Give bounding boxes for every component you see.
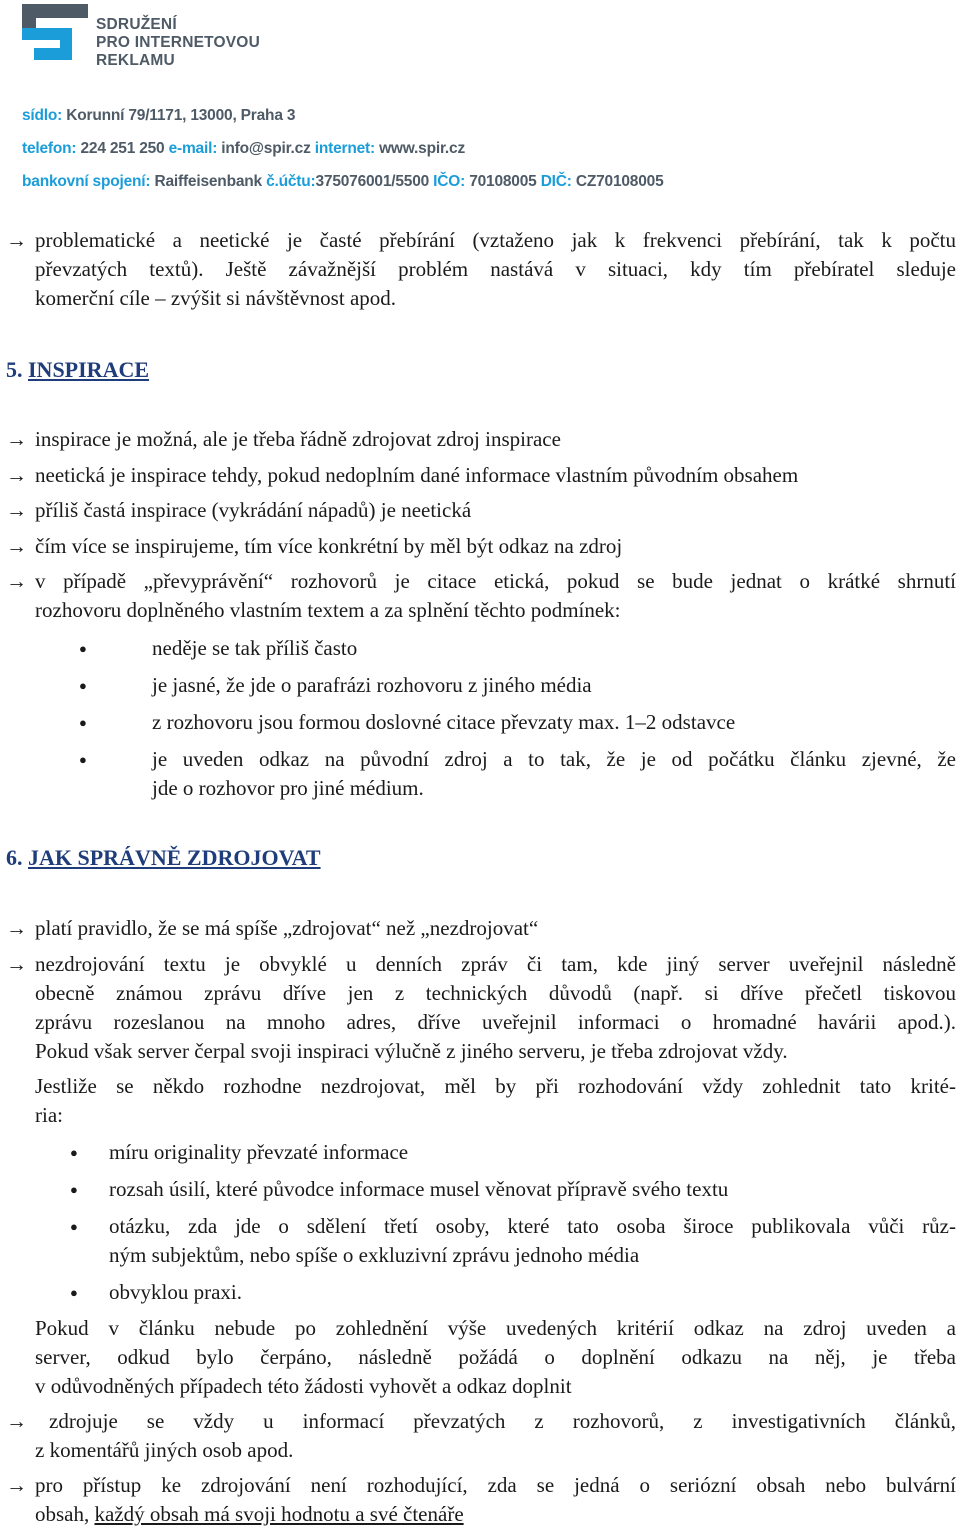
sources-line-1: zdrojuje se vždy u informací převzatých z rozhovorů, z investigativních článků,: [49, 1409, 956, 1433]
dic-value: CZ70108005: [575, 173, 664, 190]
sidlo-value: Korunní 79/1171, 13000, Praha 3: [66, 107, 296, 124]
bank-value: Raiffeisenbank: [154, 173, 262, 190]
ico-label: IČO:: [433, 173, 466, 190]
arrow-icon: →: [6, 463, 27, 487]
telefon-label: telefon:: [22, 140, 77, 157]
p3-line-3: v odůvodněných případech této žádosti vyhovět a odkaz doplnit: [35, 1374, 572, 1398]
intro-line-2: převzatých textů). Ještě závažnější problém nastává v situaci, kdy tím přebíratel sleduje: [35, 257, 956, 281]
sources-line-2: z komentářů jiných osob apod.: [35, 1438, 294, 1462]
ucet-value: 375076001/5500: [315, 173, 430, 190]
arrow-icon: →: [6, 427, 27, 451]
spir-logo-icon: [22, 4, 90, 68]
section-6-title: JAK SPRÁVNĚ ZDROJOVAT: [28, 845, 321, 870]
arrow-icon: →: [6, 1409, 27, 1433]
p3-line-1: Pokud v článku nebude po zohlednění výše uvedených kritérií odkaz na zdroj uveden a: [35, 1316, 956, 1340]
criterion-item: míru originality převzaté informace: [109, 1140, 409, 1164]
condition-4-line-2: jde o rozhovor pro jiné médium.: [152, 776, 424, 800]
contact-line: [22, 140, 465, 158]
retell-line-2: rozhovoru doplněného vlastním textem a za splnění těchto podmínek:: [35, 598, 621, 622]
inspiration-item: příliš častá inspirace (vykrádání nápadů) je neetická: [35, 498, 472, 522]
section-6-number: 6.: [6, 845, 23, 870]
ucet-label: č.účtu:: [266, 173, 316, 190]
logo-text: [96, 16, 260, 70]
inspiration-item: neetická je inspirace tehdy, pokud nedoplním dané informace vlastním původním obsahem: [35, 463, 799, 487]
logo-line-3: REKLAMU: [96, 52, 175, 69]
ico-value: 70108005: [469, 173, 537, 190]
bullet-icon: ●: [79, 641, 87, 656]
internet-value: www.spir.cz: [379, 140, 466, 157]
p1-line-2: obecně známou zprávu dříve jen z technických důvodů (např. si dříve přečetl tiskovou: [35, 981, 956, 1005]
condition-4-line-1: je uveden odkaz na původní zdroj a to tak, že je od počátku článku zjevné, že: [152, 747, 956, 771]
rule-line: platí pravidlo, že se má spíše „zdrojovat“ než „nezdrojovat“: [35, 916, 539, 940]
intro-line-3: komerční cíle – zvýšit si návštěvnost apod.: [35, 286, 397, 310]
p1-line-3: zprávu rozeslanou na mnoho adres, dříve uveřejnil informaci o hromadné havárii apod.).: [35, 1010, 956, 1034]
p2-line-1: Jestliže se někdo rozhodne nezdrojovat, měl by při rozhodování vždy zohlednit tato krité-: [35, 1074, 956, 1098]
bank-label: bankovní spojení:: [22, 173, 151, 190]
last-line-1: pro přístup ke zdrojování není rozhodující, zda se jedná o seriózní obsah nebo bulvární: [35, 1473, 956, 1497]
inspiration-item: inspirace je možná, ale je třeba řádně zdrojovat zdroj inspirace: [35, 427, 561, 451]
address-line: [22, 107, 295, 125]
last-line-2: [35, 1500, 956, 1529]
arrow-icon: →: [6, 1473, 27, 1497]
arrow-icon: →: [6, 569, 27, 593]
dic-label: DIČ:: [540, 173, 572, 190]
section-5-heading: [6, 355, 149, 384]
condition-item: neděje se tak příliš často: [152, 636, 358, 660]
condition-item: je jasné, že jde o parafrázi rozhovoru z jiného média: [152, 673, 592, 697]
section-5-title: INSPIRACE: [28, 357, 150, 382]
arrow-icon: →: [6, 228, 27, 252]
bullet-icon: ●: [70, 1145, 78, 1160]
p3-line-2: server, odkud bylo čerpáno, následně požádá o doplnění odkazu na něj, je třeba: [35, 1345, 956, 1369]
bullet-icon: ●: [70, 1219, 78, 1234]
bullet-icon: ●: [70, 1182, 78, 1197]
arrow-icon: →: [6, 916, 27, 940]
section-6-heading: [6, 843, 321, 872]
arrow-icon: →: [6, 534, 27, 558]
letterhead: [0, 0, 960, 200]
p2-line-2: ria:: [35, 1103, 63, 1127]
email-label: e-mail:: [168, 140, 218, 157]
inspiration-item: čím více se inspirujeme, tím více konkrétní by měl být odkaz na zdroj: [35, 534, 623, 558]
retell-line-1: v případě „převyprávění“ rozhovorů je citace etická, pokud se bude jednat o krátké shrnutí: [35, 569, 956, 593]
criterion-3-line-2: ným subjektům, nebo spíše o exkluzivní zprávu jednoho média: [109, 1243, 640, 1267]
p1-line-4: Pokud však server čerpal svoji inspiraci výlučně z jiného serveru, je třeba zdrojovat vždy.: [35, 1039, 788, 1063]
bank-line: [22, 173, 663, 191]
bullet-icon: ●: [79, 678, 87, 693]
arrow-icon: →: [6, 498, 27, 522]
telefon-value: 224 251 250: [80, 140, 165, 157]
criterion-item: obvyklou praxi.: [109, 1280, 242, 1304]
bullet-icon: ●: [79, 752, 87, 767]
last-line-2-underlined: každý obsah má svoji hodnotu a své čtenáře: [94, 1502, 464, 1526]
arrow-icon: →: [6, 952, 27, 976]
sidlo-label: sídlo:: [22, 107, 63, 124]
p1-line-1: nezdrojování textu je obvyklé u denních zpráv či tam, kde jiný server uveřejnil následně: [35, 952, 956, 976]
condition-item: z rozhovoru jsou formou doslovné citace převzaty max. 1–2 odstavce: [152, 710, 736, 734]
logo-line-1: SDRUŽENÍ: [96, 16, 177, 33]
logo-line-2: PRO INTERNETOVOU: [96, 34, 260, 51]
criterion-item: rozsah úsilí, které původce informace musel věnovat přípravě svého textu: [109, 1177, 729, 1201]
bullet-icon: ●: [70, 1285, 78, 1300]
section-5-number: 5.: [6, 357, 23, 382]
internet-label: internet:: [314, 140, 375, 157]
email-value: info@spir.cz: [221, 140, 311, 157]
criterion-3-line-1: otázku, zda jde o sdělení třetí osoby, které tato osoba široce publikovala vůči růz-: [109, 1214, 956, 1238]
bullet-icon: ●: [79, 715, 87, 730]
intro-line-1: problematické a neetické je časté přebírání (vztaženo jak k frekvenci přebírání, tak k počtu: [35, 228, 956, 252]
last-line-2-text: obsah,: [35, 1502, 95, 1526]
